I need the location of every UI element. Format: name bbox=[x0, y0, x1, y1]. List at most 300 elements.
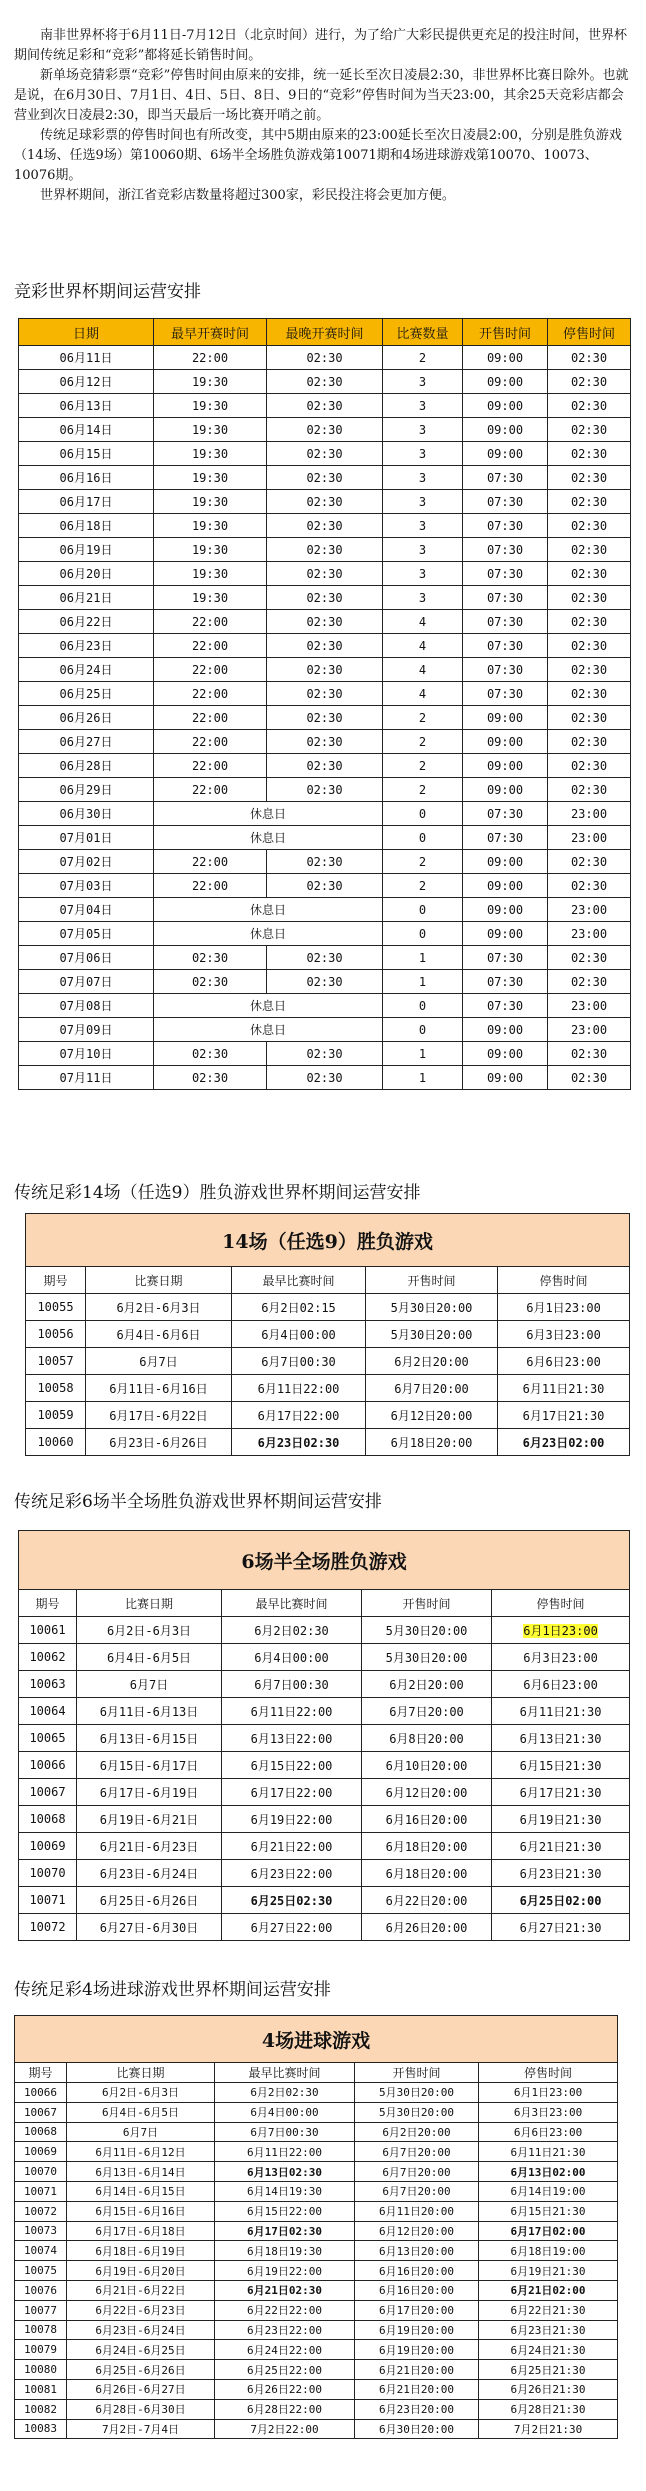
table-cell: 10069 bbox=[19, 1833, 77, 1860]
table-cell: 23:00 bbox=[548, 1018, 631, 1042]
table-cell: 10063 bbox=[19, 1671, 77, 1698]
table-cell: 6月17日-6月18日 bbox=[67, 2221, 215, 2241]
table-row bbox=[19, 946, 631, 970]
table-cell: 02:30 bbox=[267, 706, 383, 730]
intro-text bbox=[14, 26, 632, 206]
table-cell: 6月11日20:00 bbox=[355, 2201, 479, 2221]
table-row bbox=[15, 2162, 618, 2182]
table-cell: 6月3日23:00 bbox=[479, 2102, 618, 2122]
table-cell: 6月15日21:30 bbox=[492, 1752, 630, 1779]
table-cell: 6月25日-6月26日 bbox=[67, 2360, 215, 2380]
table-cell: 02:30 bbox=[548, 1066, 631, 1090]
table-cell: 6月2日20:00 bbox=[355, 2122, 479, 2142]
table-cell: 10078 bbox=[15, 2320, 67, 2340]
table-cell: 6月23日22:00 bbox=[222, 1860, 362, 1887]
table-cell: 4 bbox=[383, 658, 463, 682]
table-cell: 6月15日-6月16日 bbox=[67, 2201, 215, 2221]
table-cell: 3 bbox=[383, 538, 463, 562]
table-cell: 6月10日20:00 bbox=[362, 1752, 492, 1779]
table-row bbox=[26, 1294, 630, 1321]
table-cell: 07:30 bbox=[463, 682, 548, 706]
rest-day-cell: 休息日 bbox=[154, 922, 383, 946]
table-cell: 3 bbox=[383, 442, 463, 466]
table-cell: 6月25日02:00 bbox=[492, 1887, 630, 1914]
table-cell: 6月21日02:00 bbox=[479, 2280, 618, 2300]
table-cell: 2 bbox=[383, 706, 463, 730]
table-cell: 07月02日 bbox=[19, 850, 154, 874]
shengfu-header-cell: 期号 bbox=[26, 1267, 86, 1294]
table-cell: 02:30 bbox=[267, 850, 383, 874]
table-cell: 6月21日-6月22日 bbox=[67, 2280, 215, 2300]
table-cell: 10057 bbox=[26, 1348, 86, 1375]
jingcai-header-cell: 最晚开赛时间 bbox=[267, 319, 383, 346]
table-cell: 02:30 bbox=[548, 346, 631, 370]
table-cell: 07月11日 bbox=[19, 1066, 154, 1090]
table-row bbox=[19, 466, 631, 490]
table-cell: 07:30 bbox=[463, 994, 548, 1018]
table-cell: 02:30 bbox=[548, 514, 631, 538]
table-cell: 10071 bbox=[15, 2181, 67, 2201]
table-cell: 09:00 bbox=[463, 1018, 548, 1042]
table-cell: 02:30 bbox=[267, 466, 383, 490]
table-cell: 6月26日21:30 bbox=[479, 2379, 618, 2399]
table-cell: 0 bbox=[383, 826, 463, 850]
table-cell: 6月14日19:30 bbox=[215, 2181, 355, 2201]
table-cell: 09:00 bbox=[463, 418, 548, 442]
table-cell: 6月7日 bbox=[67, 2122, 215, 2142]
table-row bbox=[19, 1617, 630, 1644]
table-row bbox=[19, 514, 631, 538]
table-row bbox=[19, 1779, 630, 1806]
table-cell: 2 bbox=[383, 850, 463, 874]
table-cell: 6月23日02:30 bbox=[232, 1429, 366, 1456]
table-cell: 02:30 bbox=[548, 658, 631, 682]
table-cell: 22:00 bbox=[154, 682, 267, 706]
table-cell: 6月2日20:00 bbox=[362, 1671, 492, 1698]
table-cell: 02:30 bbox=[267, 610, 383, 634]
table-cell: 10070 bbox=[15, 2162, 67, 2182]
table-cell: 22:00 bbox=[154, 778, 267, 802]
table-row bbox=[26, 1375, 630, 1402]
table-row bbox=[19, 778, 631, 802]
table-cell: 6月21日02:30 bbox=[215, 2280, 355, 2300]
jingcai-header-cell: 停售时间 bbox=[548, 319, 631, 346]
table-cell: 07:30 bbox=[463, 466, 548, 490]
table-cell: 6月11日22:00 bbox=[215, 2142, 355, 2162]
shengfu-header-cell: 比赛日期 bbox=[86, 1267, 232, 1294]
jingcai-header-cell: 开售时间 bbox=[463, 319, 548, 346]
table-cell: 6月30日20:00 bbox=[355, 2419, 479, 2439]
shengfu-header-row bbox=[26, 1267, 630, 1294]
table-row bbox=[19, 730, 631, 754]
table-row bbox=[19, 1644, 630, 1671]
table-cell: 6月17日22:00 bbox=[222, 1779, 362, 1806]
table-cell: 19:30 bbox=[154, 490, 267, 514]
table-cell: 07:30 bbox=[463, 658, 548, 682]
table-cell: 6月12日20:00 bbox=[366, 1402, 498, 1429]
table-cell: 02:30 bbox=[548, 730, 631, 754]
table-cell: 6月18日20:00 bbox=[366, 1429, 498, 1456]
table-cell: 6月11日-6月16日 bbox=[86, 1375, 232, 1402]
table-cell: 07月09日 bbox=[19, 1018, 154, 1042]
table-cell: 22:00 bbox=[154, 634, 267, 658]
table-cell: 19:30 bbox=[154, 514, 267, 538]
table-row bbox=[15, 2083, 618, 2103]
table-cell: 6月16日20:00 bbox=[362, 1806, 492, 1833]
table-cell: 6月15日-6月17日 bbox=[77, 1752, 222, 1779]
table-cell: 6月19日21:30 bbox=[479, 2261, 618, 2281]
table-row bbox=[19, 1887, 630, 1914]
table-cell: 6月14日19:00 bbox=[479, 2181, 618, 2201]
table-cell: 6月7日20:00 bbox=[355, 2162, 479, 2182]
table-cell: 06月30日 bbox=[19, 802, 154, 826]
table-cell: 6月18日19:00 bbox=[479, 2241, 618, 2261]
table-cell: 10079 bbox=[15, 2340, 67, 2360]
table-row bbox=[19, 1725, 630, 1752]
table-cell: 6月27日21:30 bbox=[492, 1914, 630, 1941]
shengfu-header-cell: 最早比赛时间 bbox=[232, 1267, 366, 1294]
table-cell: 6月7日20:00 bbox=[355, 2181, 479, 2201]
table-cell: 6月3日23:00 bbox=[492, 1644, 630, 1671]
table-row bbox=[19, 1066, 631, 1090]
table-cell: 6月27日22:00 bbox=[222, 1914, 362, 1941]
table-cell: 1 bbox=[383, 1066, 463, 1090]
table-cell: 19:30 bbox=[154, 562, 267, 586]
table-cell: 6月7日20:00 bbox=[362, 1698, 492, 1725]
table-cell: 6月23日22:00 bbox=[215, 2320, 355, 2340]
jingcai-header-cell: 日期 bbox=[19, 319, 154, 346]
table-cell: 10059 bbox=[26, 1402, 86, 1429]
table-cell: 07:30 bbox=[463, 514, 548, 538]
table-cell: 02:30 bbox=[267, 634, 383, 658]
banquan-header-cell: 停售时间 bbox=[492, 1590, 630, 1617]
table-cell: 2 bbox=[383, 754, 463, 778]
table-cell: 19:30 bbox=[154, 370, 267, 394]
table-cell: 09:00 bbox=[463, 850, 548, 874]
table-cell: 02:30 bbox=[548, 586, 631, 610]
table-cell: 6月21日20:00 bbox=[355, 2379, 479, 2399]
table-cell: 06月27日 bbox=[19, 730, 154, 754]
table-cell: 06月14日 bbox=[19, 418, 154, 442]
jinqiu-header-cell: 停售时间 bbox=[479, 2063, 618, 2083]
table-cell: 02:30 bbox=[548, 418, 631, 442]
table-cell: 07月04日 bbox=[19, 898, 154, 922]
jingcai-header-cell: 比赛数量 bbox=[383, 319, 463, 346]
table-cell: 22:00 bbox=[154, 730, 267, 754]
table-row bbox=[19, 658, 631, 682]
table-row bbox=[19, 874, 631, 898]
table-row bbox=[15, 2142, 618, 2162]
table-row bbox=[19, 898, 631, 922]
table-cell: 6月17日21:30 bbox=[492, 1779, 630, 1806]
table-cell: 02:30 bbox=[154, 1066, 267, 1090]
table-cell: 06月26日 bbox=[19, 706, 154, 730]
table-cell: 5月30日20:00 bbox=[366, 1321, 498, 1348]
table-cell: 6月17日-6月19日 bbox=[77, 1779, 222, 1806]
table-row bbox=[15, 2261, 618, 2281]
table-cell: 07月10日 bbox=[19, 1042, 154, 1066]
table-row bbox=[15, 2340, 618, 2360]
table-cell: 06月21日 bbox=[19, 586, 154, 610]
table-cell: 07月05日 bbox=[19, 922, 154, 946]
table-cell: 6月7日00:30 bbox=[222, 1671, 362, 1698]
table-cell: 6月21日20:00 bbox=[355, 2360, 479, 2380]
table-cell: 02:30 bbox=[548, 490, 631, 514]
table-cell: 6月19日21:30 bbox=[492, 1806, 630, 1833]
table-cell: 6月24日-6月25日 bbox=[67, 2340, 215, 2360]
table-cell: 19:30 bbox=[154, 466, 267, 490]
table-cell: 4 bbox=[383, 682, 463, 706]
table-cell: 02:30 bbox=[267, 562, 383, 586]
table-cell: 0 bbox=[383, 994, 463, 1018]
table-cell: 6月4日-6月6日 bbox=[86, 1321, 232, 1348]
rest-day-cell: 休息日 bbox=[154, 826, 383, 850]
shengfu-header-cell: 开售时间 bbox=[366, 1267, 498, 1294]
table-cell: 07月06日 bbox=[19, 946, 154, 970]
table-cell: 10077 bbox=[15, 2300, 67, 2320]
table-cell: 07:30 bbox=[463, 802, 548, 826]
banquan-section-title: 传统足彩6场半全场胜负游戏世界杯期间运营安排 bbox=[14, 1492, 382, 1512]
table-cell: 3 bbox=[383, 586, 463, 610]
table-cell: 09:00 bbox=[463, 706, 548, 730]
jinqiu-header-cell: 最早比赛时间 bbox=[215, 2063, 355, 2083]
table-cell: 22:00 bbox=[154, 706, 267, 730]
table-cell: 6月3日23:00 bbox=[498, 1321, 630, 1348]
table-cell: 1 bbox=[383, 970, 463, 994]
intro-paragraph-2: 新单场竞猜彩票“竞彩”停售时间由原来的安排，统一延长至次日凌晨2:30，非世界杯比赛日除外。也就是说，在6月30日、7月1日、4日、5日、8日、9日的“竞彩”停售时间为当天23:00，其余25天竞彩店都会营业到次日凌晨2:30，即当天最后一场比赛开哨之前。 bbox=[14, 68, 629, 123]
table-cell: 3 bbox=[383, 490, 463, 514]
table-row bbox=[15, 2379, 618, 2399]
table-cell: 6月12日20:00 bbox=[355, 2221, 479, 2241]
table-cell: 2 bbox=[383, 874, 463, 898]
table-cell: 06月29日 bbox=[19, 778, 154, 802]
banquan-header-cell: 期号 bbox=[19, 1590, 77, 1617]
table-cell: 09:00 bbox=[463, 778, 548, 802]
jingcai-section-title: 竞彩世界杯期间运营安排 bbox=[14, 282, 201, 302]
table-cell: 6月7日 bbox=[77, 1671, 222, 1698]
table-cell: 2 bbox=[383, 730, 463, 754]
table-cell: 10056 bbox=[26, 1321, 86, 1348]
table-cell: 6月19日-6月21日 bbox=[77, 1806, 222, 1833]
jinqiu-header-cell: 比赛日期 bbox=[67, 2063, 215, 2083]
table-cell: 07月08日 bbox=[19, 994, 154, 1018]
table-cell: 02:30 bbox=[267, 658, 383, 682]
table-cell: 7月2日-7月4日 bbox=[67, 2419, 215, 2439]
table-cell: 02:30 bbox=[267, 418, 383, 442]
table-cell: 7月2日21:30 bbox=[479, 2419, 618, 2439]
shengfu-banner-row bbox=[26, 1214, 630, 1267]
table-row bbox=[19, 994, 631, 1018]
jinqiu-header-row bbox=[15, 2063, 618, 2083]
table-cell: 10066 bbox=[19, 1752, 77, 1779]
shengfu-header-cell: 停售时间 bbox=[498, 1267, 630, 1294]
table-cell: 02:30 bbox=[548, 778, 631, 802]
table-cell: 10067 bbox=[15, 2102, 67, 2122]
table-cell: 3 bbox=[383, 394, 463, 418]
table-cell: 22:00 bbox=[154, 754, 267, 778]
table-cell: 6月2日-6月3日 bbox=[77, 1617, 222, 1644]
table-cell: 3 bbox=[383, 562, 463, 586]
table-cell: 6月23日-6月24日 bbox=[67, 2320, 215, 2340]
table-cell: 02:30 bbox=[548, 970, 631, 994]
table-cell: 6月4日-6月5日 bbox=[77, 1644, 222, 1671]
table-cell: 6月23日-6月24日 bbox=[77, 1860, 222, 1887]
banquan-header-cell: 最早比赛时间 bbox=[222, 1590, 362, 1617]
table-cell: 09:00 bbox=[463, 442, 548, 466]
table-row bbox=[15, 2181, 618, 2201]
table-cell: 10083 bbox=[15, 2419, 67, 2439]
rest-day-cell: 休息日 bbox=[154, 1018, 383, 1042]
table-cell: 6月11日22:00 bbox=[232, 1375, 366, 1402]
table-cell: 6月13日02:00 bbox=[479, 2162, 618, 2182]
table-cell: 6月7日00:30 bbox=[215, 2122, 355, 2142]
table-cell: 02:30 bbox=[267, 346, 383, 370]
table-cell: 6月28日21:30 bbox=[479, 2399, 618, 2419]
table-cell: 3 bbox=[383, 466, 463, 490]
table-cell: 22:00 bbox=[154, 610, 267, 634]
table-row bbox=[19, 706, 631, 730]
table-row bbox=[19, 1042, 631, 1066]
table-cell: 4 bbox=[383, 634, 463, 658]
table-cell: 6月17日20:00 bbox=[355, 2300, 479, 2320]
table-cell: 6月13日20:00 bbox=[355, 2241, 479, 2261]
table-cell: 6月7日 bbox=[86, 1348, 232, 1375]
table-cell: 19:30 bbox=[154, 418, 267, 442]
table-cell: 07:30 bbox=[463, 946, 548, 970]
table-cell: 6月19日-6月20日 bbox=[67, 2261, 215, 2281]
table-cell: 02:30 bbox=[548, 538, 631, 562]
banquan-schedule-table bbox=[18, 1530, 630, 1941]
table-cell: 02:30 bbox=[154, 1042, 267, 1066]
table-cell: 07:30 bbox=[463, 610, 548, 634]
shengfu-section-title: 传统足彩14场（任选9）胜负游戏世界杯期间运营安排 bbox=[14, 1183, 421, 1203]
table-cell: 06月12日 bbox=[19, 370, 154, 394]
table-cell: 23:00 bbox=[548, 826, 631, 850]
table-cell: 09:00 bbox=[463, 346, 548, 370]
table-cell: 02:30 bbox=[548, 850, 631, 874]
table-cell: 09:00 bbox=[463, 754, 548, 778]
table-cell: 6月1日23:00 bbox=[498, 1294, 630, 1321]
table-cell: 6月2日02:30 bbox=[215, 2083, 355, 2103]
table-cell: 6月22日21:30 bbox=[479, 2300, 618, 2320]
table-cell: 09:00 bbox=[463, 394, 548, 418]
table-row bbox=[26, 1402, 630, 1429]
table-row bbox=[19, 490, 631, 514]
table-cell: 6月4日00:00 bbox=[232, 1321, 366, 1348]
table-cell: 5月30日20:00 bbox=[355, 2083, 479, 2103]
table-cell: 02:30 bbox=[548, 634, 631, 658]
table-cell: 02:30 bbox=[548, 946, 631, 970]
table-row bbox=[19, 610, 631, 634]
table-cell: 02:30 bbox=[154, 946, 267, 970]
table-row bbox=[15, 2102, 618, 2122]
table-cell: 02:30 bbox=[548, 706, 631, 730]
jinqiu-header-cell: 开售时间 bbox=[355, 2063, 479, 2083]
table-cell: 6月7日20:00 bbox=[366, 1375, 498, 1402]
table-cell: 06月25日 bbox=[19, 682, 154, 706]
table-cell: 02:30 bbox=[267, 442, 383, 466]
table-row bbox=[26, 1321, 630, 1348]
table-cell: 6月18日20:00 bbox=[362, 1833, 492, 1860]
table-cell: 3 bbox=[383, 418, 463, 442]
table-cell: 6月18日19:30 bbox=[215, 2241, 355, 2261]
table-cell: 06月16日 bbox=[19, 466, 154, 490]
table-cell: 02:30 bbox=[548, 1042, 631, 1066]
table-cell: 5月30日20:00 bbox=[366, 1294, 498, 1321]
banquan-header-row bbox=[19, 1590, 630, 1617]
table-cell: 02:30 bbox=[548, 874, 631, 898]
table-cell bbox=[492, 1617, 630, 1644]
table-row bbox=[19, 1018, 631, 1042]
table-cell: 6月21日-6月23日 bbox=[77, 1833, 222, 1860]
table-cell: 10080 bbox=[15, 2360, 67, 2380]
table-cell: 02:30 bbox=[267, 682, 383, 706]
table-cell: 02:30 bbox=[267, 586, 383, 610]
table-cell: 02:30 bbox=[267, 946, 383, 970]
table-row bbox=[19, 922, 631, 946]
table-row bbox=[26, 1429, 630, 1456]
table-cell: 6月2日-6月3日 bbox=[67, 2083, 215, 2103]
table-row bbox=[19, 1752, 630, 1779]
table-cell: 6月26日-6月27日 bbox=[67, 2379, 215, 2399]
table-cell: 02:30 bbox=[267, 1066, 383, 1090]
table-cell: 6月11日21:30 bbox=[492, 1698, 630, 1725]
table-cell: 6月13日21:30 bbox=[492, 1725, 630, 1752]
table-cell: 0 bbox=[383, 898, 463, 922]
table-cell: 06月11日 bbox=[19, 346, 154, 370]
table-cell: 07月07日 bbox=[19, 970, 154, 994]
table-cell: 6月23日20:00 bbox=[355, 2399, 479, 2419]
table-cell: 6月16日20:00 bbox=[355, 2280, 479, 2300]
table-cell: 6月11日21:30 bbox=[479, 2142, 618, 2162]
table-cell: 3 bbox=[383, 370, 463, 394]
table-row bbox=[15, 2300, 618, 2320]
highlighted-stop-time: 6月1日23:00 bbox=[523, 1623, 598, 1638]
table-cell: 6月23日-6月26日 bbox=[86, 1429, 232, 1456]
table-cell: 6月26日20:00 bbox=[362, 1914, 492, 1941]
table-cell: 6月17日22:00 bbox=[232, 1402, 366, 1429]
table-cell: 6月4日00:00 bbox=[222, 1644, 362, 1671]
table-cell: 10060 bbox=[26, 1429, 86, 1456]
table-cell: 09:00 bbox=[463, 898, 548, 922]
table-row bbox=[15, 2320, 618, 2340]
rest-day-cell: 休息日 bbox=[154, 802, 383, 826]
table-cell: 06月15日 bbox=[19, 442, 154, 466]
table-cell: 6月23日21:30 bbox=[479, 2320, 618, 2340]
table-cell: 10074 bbox=[15, 2241, 67, 2261]
table-row bbox=[19, 802, 631, 826]
table-cell: 02:30 bbox=[548, 442, 631, 466]
table-cell: 6月11日22:00 bbox=[222, 1698, 362, 1725]
table-cell: 19:30 bbox=[154, 538, 267, 562]
table-cell: 06月22日 bbox=[19, 610, 154, 634]
intro-paragraph-3: 传统足球彩票的停售时间也有所改变，其中5期由原来的23:00延长至次日凌晨2:00，分别是胜负游戏（14场、任选9场）第10060期、6场半全场胜负游戏第10071期和4场进球游戏第10070、10073、10076期。 bbox=[14, 128, 622, 183]
table-cell: 6月18日-6月19日 bbox=[67, 2241, 215, 2261]
table-cell: 10061 bbox=[19, 1617, 77, 1644]
intro-paragraph-4: 世界杯期间，浙江省竞彩店数量将超过300家，彩民投注将会更加方便。 bbox=[40, 188, 455, 203]
table-cell: 6月11日-6月13日 bbox=[77, 1698, 222, 1725]
table-cell: 10081 bbox=[15, 2379, 67, 2399]
table-row bbox=[19, 1698, 630, 1725]
table-cell: 07月01日 bbox=[19, 826, 154, 850]
table-cell: 02:30 bbox=[267, 730, 383, 754]
jinqiu-banner-row bbox=[15, 2016, 618, 2063]
table-cell: 02:30 bbox=[267, 754, 383, 778]
table-cell: 02:30 bbox=[267, 370, 383, 394]
table-cell: 10067 bbox=[19, 1779, 77, 1806]
table-cell: 1 bbox=[383, 946, 463, 970]
table-cell: 6月25日-6月26日 bbox=[77, 1887, 222, 1914]
